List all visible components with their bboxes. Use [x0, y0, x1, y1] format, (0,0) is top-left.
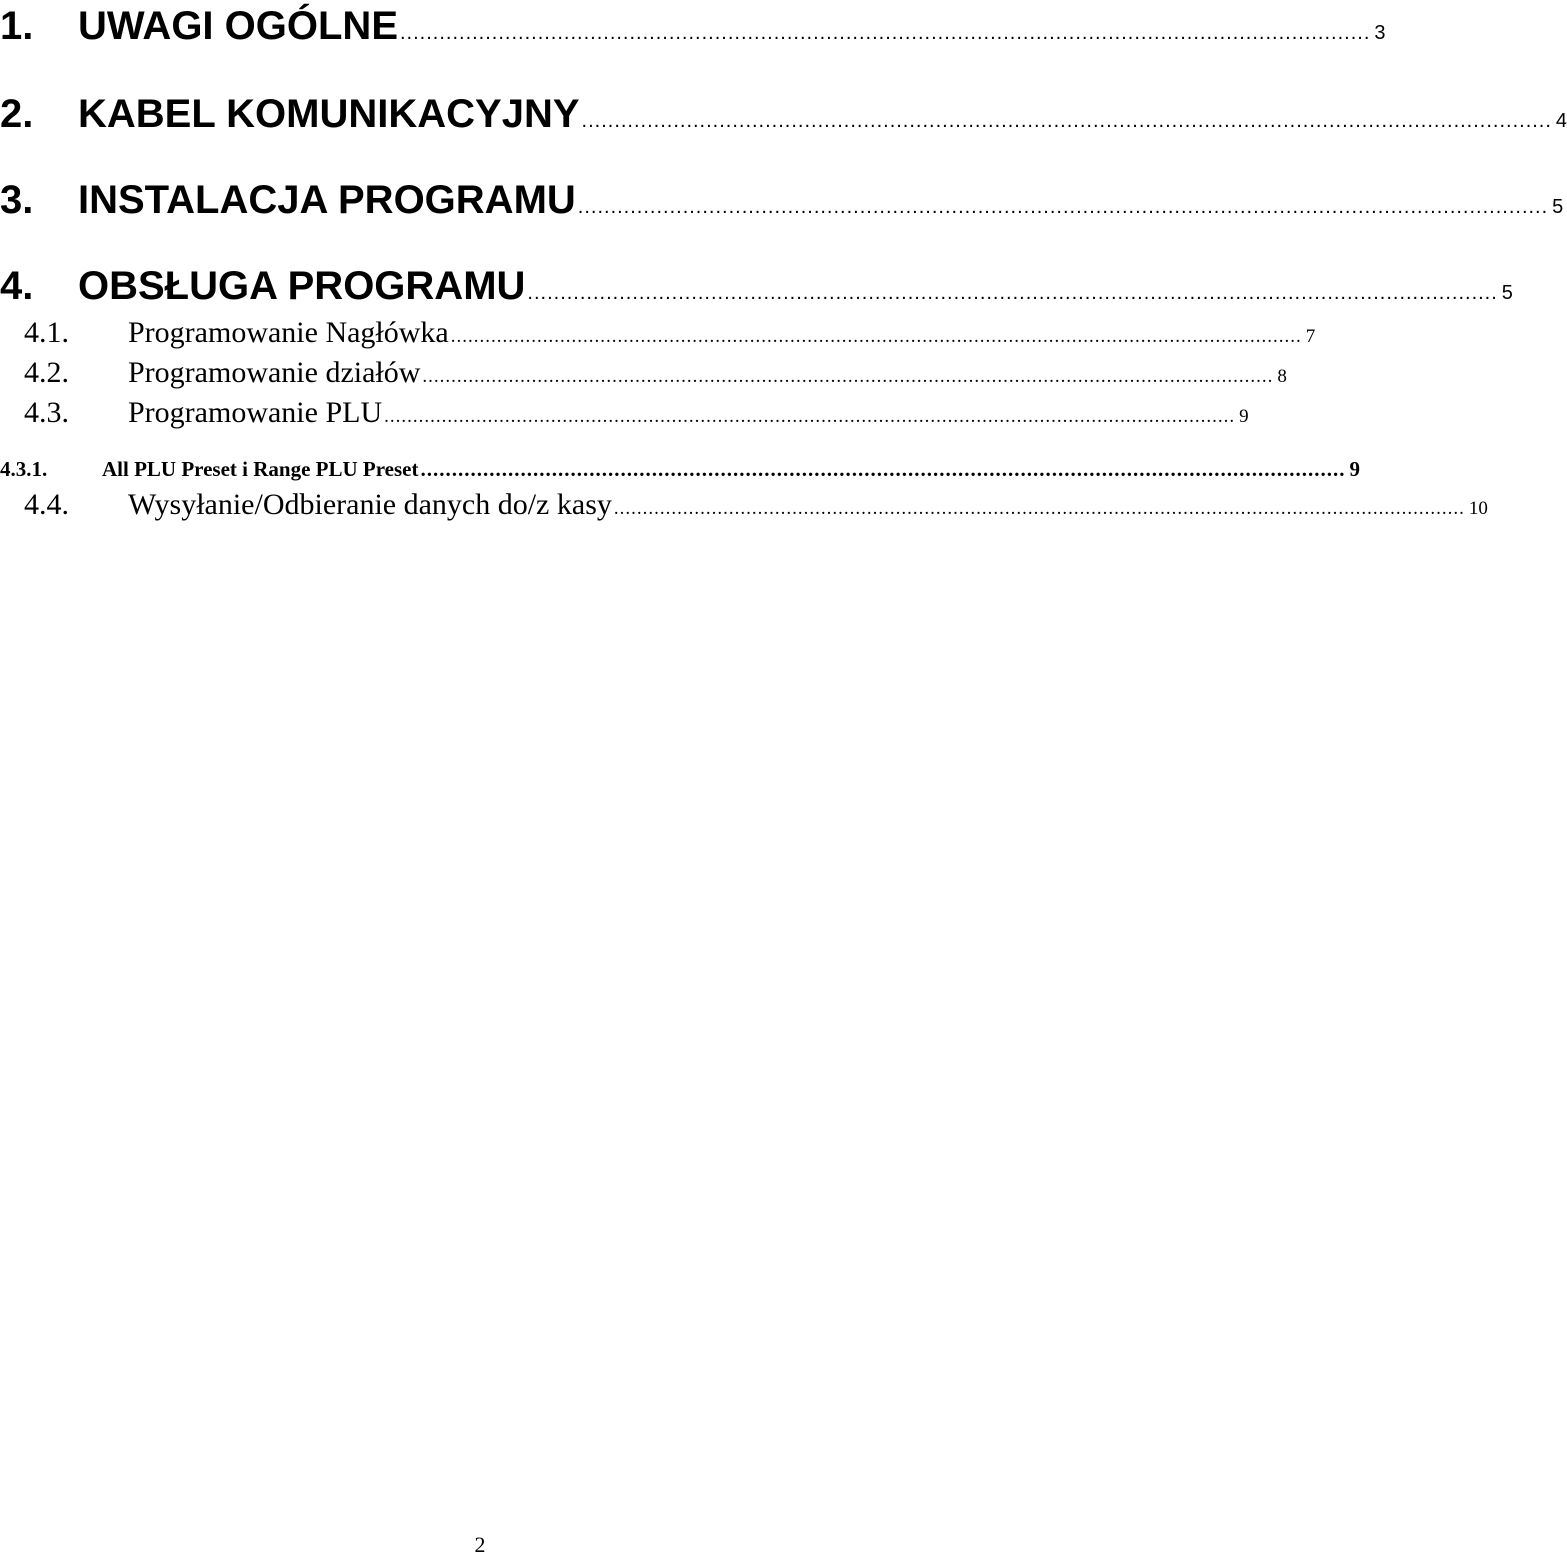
- toc-dot-leader: ....................................................................................................................................................: [384, 406, 1236, 427]
- toc-dot-leader: ....................................................................................................................................................: [422, 366, 1274, 387]
- toc-entry-number: 4.3.1.: [0, 457, 48, 481]
- toc-entry-page: 9: [1239, 406, 1249, 427]
- toc-entry-page: 5: [1501, 282, 1513, 304]
- toc-entry-title: Programowanie PLU: [128, 396, 383, 429]
- toc-dot-leader: ....................................................................................................................................................: [577, 196, 1549, 218]
- toc-entry-title: OBSŁUGA PROGRAMU: [78, 264, 526, 308]
- toc-dot-leader: ....................................................................................................................................................: [527, 282, 1498, 304]
- toc-entry-number: 4.2.: [24, 356, 69, 389]
- toc-entry-1[interactable]: [0, 4, 1386, 52]
- toc-entry-page: 9: [1349, 457, 1360, 481]
- toc-entry-title: Programowanie działów: [128, 356, 421, 389]
- toc-entry-number: 4.3.: [24, 396, 69, 429]
- toc-dot-leader: ....................................................................................................................................................: [400, 22, 1371, 44]
- toc-entry-4-2[interactable]: [0, 356, 1287, 392]
- toc-entry-page: 4: [1555, 110, 1567, 132]
- toc-entry-title: Wysyłanie/Odbieranie danych do/z kasy: [128, 488, 612, 521]
- toc-dot-leader: ....................................................................................................................................................: [613, 498, 1465, 519]
- toc-entry-number: 4.4.: [24, 488, 69, 521]
- toc-entry-4-3-1[interactable]: [0, 457, 1360, 483]
- toc-entry-page: 8: [1277, 366, 1287, 387]
- toc-entry-2[interactable]: [0, 92, 1567, 140]
- toc-entry-page: 10: [1468, 498, 1488, 519]
- toc-entry-4-4[interactable]: [0, 488, 1488, 524]
- toc-entry-title: INSTALACJA PROGRAMU: [78, 178, 576, 222]
- toc-entry-4-1[interactable]: [0, 316, 1316, 352]
- toc-entry-page: 3: [1374, 22, 1386, 44]
- toc-entry-number: 4.1.: [24, 316, 69, 349]
- toc-entry-title: KABEL KOMUNIKACYJNY: [78, 92, 580, 136]
- toc-entry-number: 2.: [0, 92, 34, 136]
- toc-entry-number: 3.: [0, 178, 34, 222]
- page-number: 2: [474, 1532, 486, 1557]
- toc-entry-3[interactable]: [0, 178, 1564, 226]
- toc-entry-4[interactable]: [0, 264, 1513, 312]
- toc-entry-page: 5: [1552, 196, 1564, 218]
- toc-entry-number: 1.: [0, 4, 34, 48]
- toc-dot-leader: ....................................................................................................................................................: [420, 457, 1346, 481]
- toc-dot-leader: ....................................................................................................................................................: [450, 326, 1302, 347]
- toc-dot-leader: ....................................................................................................................................................: [581, 110, 1552, 132]
- toc-entry-page: 7: [1305, 326, 1316, 347]
- toc-entry-title: All PLU Preset i Range PLU Preset: [102, 457, 419, 481]
- toc-entry-title: Programowanie Nagłówka: [128, 316, 449, 349]
- toc-entry-title: UWAGI OGÓLNE: [78, 4, 398, 48]
- toc-entry-4-3[interactable]: [0, 396, 1249, 432]
- toc-entry-number: 4.: [0, 264, 34, 308]
